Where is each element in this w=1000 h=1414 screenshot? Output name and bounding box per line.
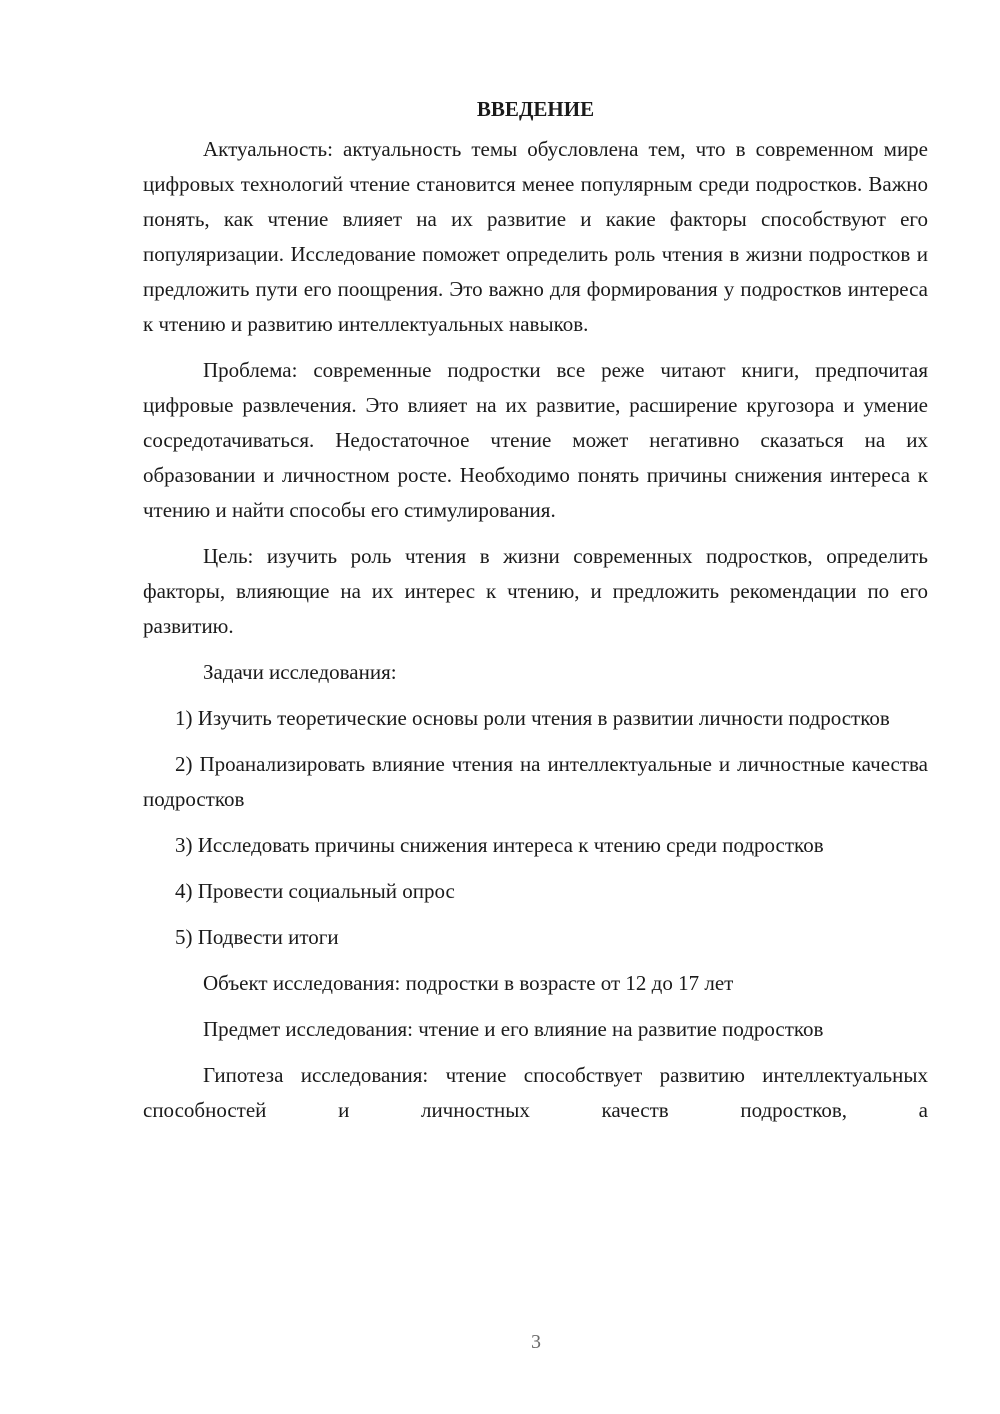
task-item-2: 2) Проанализировать влияние чтения на интеллектуальные и личностные качества подростков — [143, 752, 928, 811]
section-title: ВВЕДЕНИЕ — [476, 97, 595, 121]
paragraph-subject: Предмет исследования: чтение и его влияние на развитие подростков — [203, 1017, 824, 1041]
task-item-3: 3) Исследовать причины снижения интереса к чтению среди подростков — [175, 833, 824, 857]
paragraph-goal: Цель: изучить роль чтения в жизни современных подростков, определить факторы, влияющие на их интерес к чтению, и предложить рекомендации по его развитию. — [143, 544, 928, 638]
paragraph-object: Объект исследования: подростки в возрасте от 12 до 17 лет — [203, 971, 734, 995]
task-item-5: 5) Подвести итоги — [175, 925, 339, 949]
paragraph-problem: Проблема: современные подростки все реже читают книги, предпочитая цифровые развлечения. Это влияет на их развитие, расширение кругозора и умение сосредотачиваться. Недостаточное чтение может негативно сказаться на их образовании и личностном росте. Необходимо понять причины снижения интереса к чтению и найти способы его стимулирования. — [143, 358, 928, 522]
document-page — [143, 92, 928, 1139]
page-number: 3 — [531, 1331, 541, 1353]
task-item-1: 1) Изучить теоретические основы роли чтения в развитии личности подростков — [175, 706, 890, 730]
paragraph-tasks-heading: Задачи исследования: — [203, 660, 397, 684]
paragraph-relevance: Актуальность: актуальность темы обусловлена тем, что в современном мире цифровых технологий чтение становится менее популярным среди подростков. Важно понять, как чтение влияет на их развитие и какие факторы способствуют его популяризации. Исследование поможет определить роль чтения в жизни подростков и предложить пути его поощрения. Это важно для формирования у подростков интереса к чтению и развитию интеллектуальных навыков. — [143, 137, 928, 336]
paragraph-hypothesis: Гипотеза исследования: чтение способствует развитию интеллектуальных способностей и личностных качеств подростков, а — [143, 1063, 928, 1122]
task-item-4: 4) Провести социальный опрос — [175, 879, 455, 903]
